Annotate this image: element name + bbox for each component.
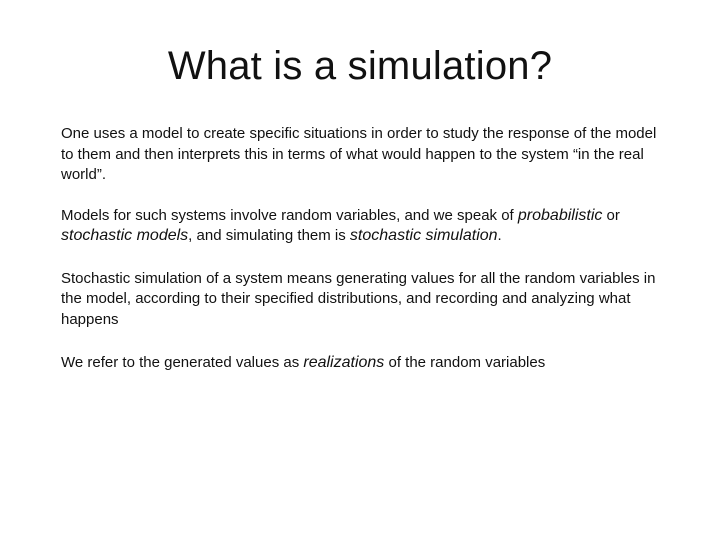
slide-title: What is a simulation?: [167, 44, 553, 88]
emphasis-probabilistic: probabilistic: [517, 206, 603, 224]
paragraph-text: We refer to the generated values as: [61, 354, 304, 371]
paragraph-realizations: [61, 353, 661, 374]
slide-body: [61, 124, 661, 394]
paragraph-text: .: [497, 227, 502, 244]
paragraph-text: or: [602, 206, 620, 224]
paragraph-text: Models for such systems involve random variables, and we speak of: [61, 206, 518, 224]
emphasis-realizations: realizations: [303, 354, 385, 371]
emphasis-stochastic-simulation: stochastic simulation: [349, 227, 498, 244]
paragraph-stochastic-simulation: Stochastic simulation of a system means generating values for all the random variables in the model, according to their specified distributions, and recording and analyzing what happens: [61, 269, 656, 328]
paragraph-model-definition: One uses a model to create specific situations in order to study the response of the model to them and then interprets this in terms of what would happen to the system “in the real world”.: [61, 125, 657, 183]
emphasis-stochastic-models: stochastic models: [61, 227, 189, 244]
paragraph-stochastic-models: [61, 206, 661, 247]
paragraph-text: of the random variables: [384, 354, 546, 371]
paragraph-text: , and simulating them is: [188, 227, 350, 244]
